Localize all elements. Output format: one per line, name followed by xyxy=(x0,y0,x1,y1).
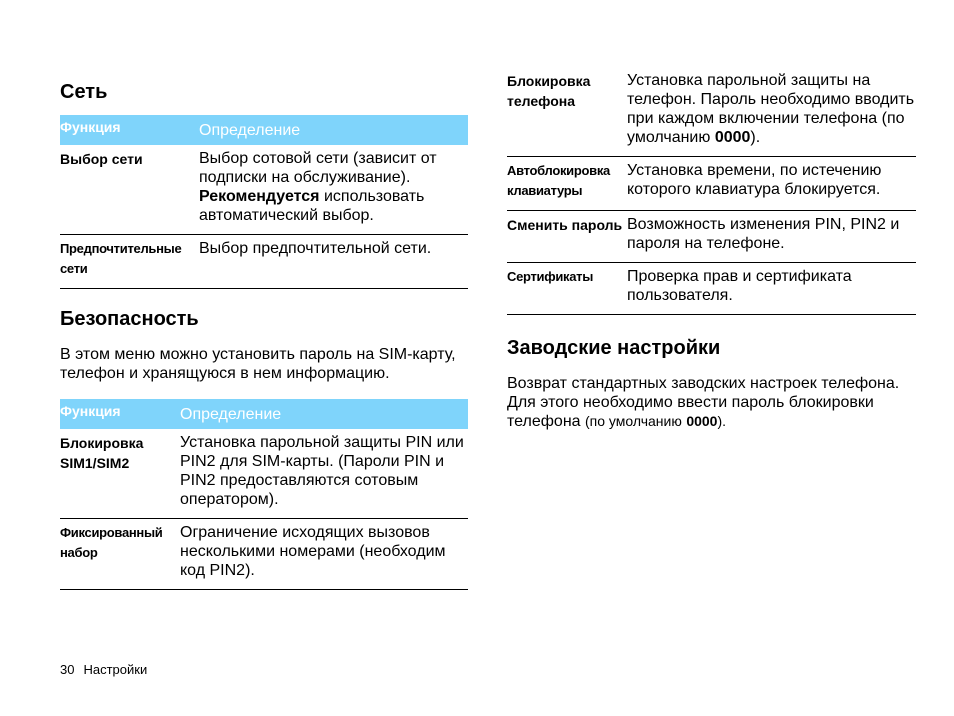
def-bold: Рекомендуется xyxy=(199,188,320,205)
table-header xyxy=(60,115,468,145)
row-definition: Установка времени, по истечению которого клавиатура блокируется. xyxy=(627,157,916,211)
row-definition xyxy=(199,145,468,235)
network-heading: Сеть xyxy=(60,81,108,103)
table-header xyxy=(60,399,468,429)
factory-note-prefix: (по умолчанию xyxy=(585,413,682,429)
header-function: Функция xyxy=(60,399,180,429)
def-tail: ). xyxy=(750,129,761,146)
page-footer xyxy=(60,662,156,677)
def-bold: 0000 xyxy=(714,129,751,146)
table-row xyxy=(60,429,468,519)
row-definition: Возможность изменения PIN, PIN2 и пароля на телефоне. xyxy=(627,211,916,263)
table-row xyxy=(60,519,468,590)
row-definition: Выбор предпочтительной сети. xyxy=(199,235,468,289)
row-term: Сменить пароль xyxy=(507,211,627,263)
factory-note-suffix: ). xyxy=(717,413,727,429)
row-term: Фиксированный набор xyxy=(60,519,180,590)
table-row xyxy=(507,211,916,263)
def-tail: использовать автоматический выбор. xyxy=(199,188,425,224)
row-term: Блокировка SIM1/SIM2 xyxy=(60,429,180,519)
factory-note-bold: 0000 xyxy=(686,413,718,429)
table-row xyxy=(60,145,468,235)
header-definition: Определение xyxy=(180,399,468,429)
factory-text xyxy=(507,374,917,431)
table-row xyxy=(507,67,916,157)
factory-body: Возврат стандартных заводских настроек телефона. Для этого необходимо ввести пароль блокировки телефона xyxy=(507,375,900,430)
row-term: Автоблокировка клавиатуры xyxy=(507,157,627,211)
def-text: Установка парольной защиты на телефон. Пароль необходимо вводить при каждом включении телефона (по умолчанию xyxy=(627,72,915,146)
row-definition: Ограничение исходящих вызовов несколькими номерами (необходим код PIN2). xyxy=(180,519,468,590)
header-definition: Определение xyxy=(199,115,468,145)
table-row xyxy=(507,263,916,315)
section-name: Настройки xyxy=(83,662,148,677)
security-heading: Безопасность xyxy=(60,308,199,330)
security-table-continued xyxy=(507,67,916,315)
row-term: Выбор сети xyxy=(60,145,199,235)
security-table xyxy=(60,399,468,590)
row-term: Предпочтительные сети xyxy=(60,235,199,289)
page-number: 30 xyxy=(60,662,75,677)
def-text: Выбор сотовой сети (зависит от подписки на обслуживание). xyxy=(199,150,437,186)
header-function: Функция xyxy=(60,115,199,145)
table-row xyxy=(60,235,468,289)
network-table xyxy=(60,115,468,289)
row-definition: Проверка прав и сертификата пользователя. xyxy=(627,263,916,315)
factory-heading: Заводские настройки xyxy=(507,337,721,359)
row-term: Блокировка телефона xyxy=(507,67,627,157)
row-term: Сертификаты xyxy=(507,263,627,315)
table-row xyxy=(507,157,916,211)
row-definition xyxy=(627,67,916,157)
security-intro: В этом меню можно установить пароль на SIM-карту, телефон и хранящуюся в нем информацию. xyxy=(60,346,456,382)
row-definition: Установка парольной защиты PIN или PIN2 для SIM-карты. (Пароли PIN и PIN2 предоставляются сотовым оператором). xyxy=(180,429,468,519)
